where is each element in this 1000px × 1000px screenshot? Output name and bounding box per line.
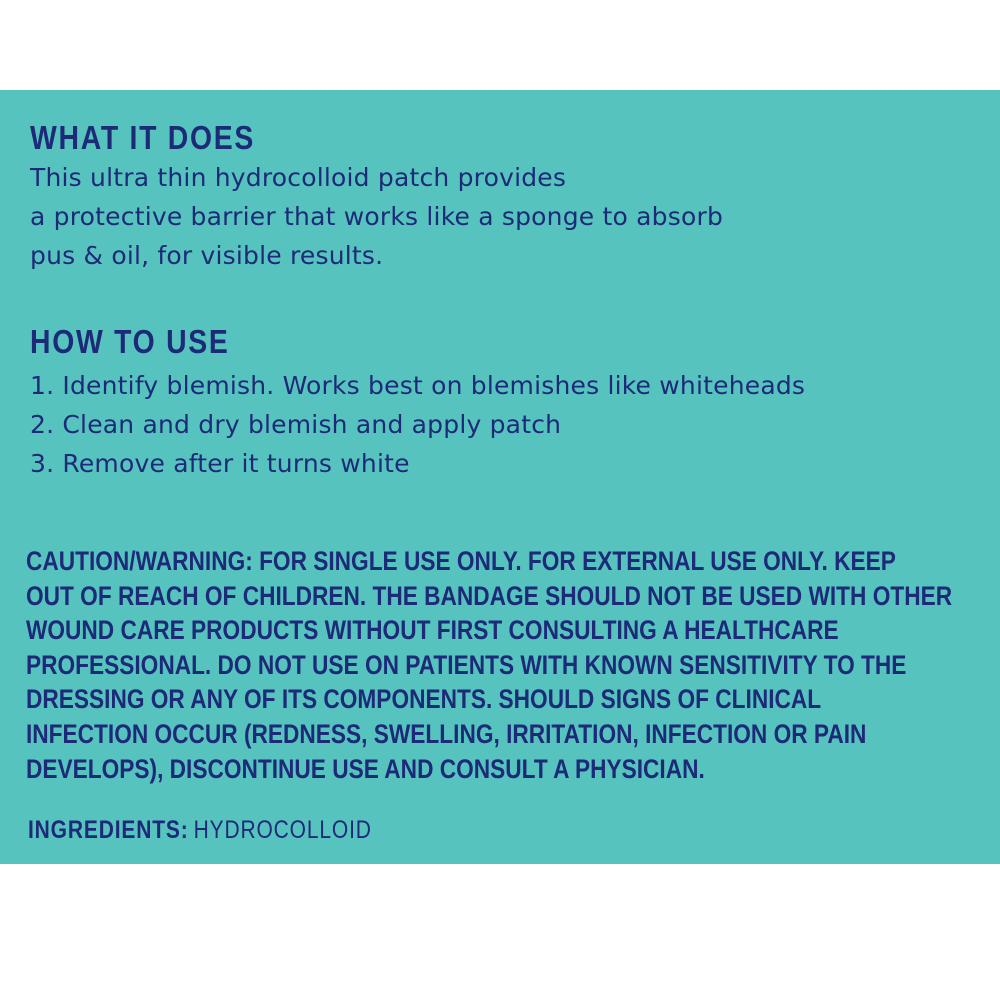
caution-line: DRESSING OR ANY OF ITS COMPONENTS. SHOULD SIGNS OF CLINICAL [26, 684, 822, 715]
how-to-use-steps [30, 366, 805, 483]
step-item: 1. Identify blemish. Works best on blemishes like whiteheads [30, 371, 806, 400]
caution-line: OUT OF REACH OF CHILDREN. THE BANDAGE SHOULD NOT BE USED WITH OTHER [26, 580, 953, 611]
how-to-use-section [30, 322, 805, 483]
label-panel [0, 90, 1000, 864]
description-line: pus & oil, for visible results. [30, 241, 384, 270]
caution-line: INFECTION OCCUR (REDNESS, SWELLING, IRRITATION, INFECTION OR PAIN [26, 718, 867, 749]
caution-line: CAUTION/WARNING: FOR SINGLE USE ONLY. FOR EXTERNAL USE ONLY. KEEP [26, 546, 896, 576]
how-to-use-heading: HOW TO USE [30, 323, 230, 360]
caution-warning-section [26, 544, 1000, 786]
caution-line: WOUND CARE PRODUCTS WITHOUT FIRST CONSULTING A HEALTHCARE [26, 615, 839, 646]
caution-line: PROFESSIONAL. DO NOT USE ON PATIENTS WITH KNOWN SENSITIVITY TO THE [26, 649, 907, 680]
caution-line: DEVELOPS), DISCONTINUE USE AND CONSULT A PHYSICIAN. [26, 753, 705, 784]
ingredients-value: HYDROCOLLOID [193, 816, 372, 844]
what-it-does-description [30, 158, 723, 275]
step-item: 2. Clean and dry blemish and apply patch [30, 410, 562, 439]
description-line: This ultra thin hydrocolloid patch provides [30, 163, 567, 192]
what-it-does-heading: WHAT IT DOES [30, 119, 256, 156]
step-item: 3. Remove after it turns white [30, 449, 410, 478]
what-it-does-section [30, 118, 723, 275]
description-line: a protective barrier that works like a sponge to absorb [30, 202, 724, 231]
ingredients-label: INGREDIENTS: [28, 816, 189, 844]
ingredients-section [28, 816, 372, 845]
